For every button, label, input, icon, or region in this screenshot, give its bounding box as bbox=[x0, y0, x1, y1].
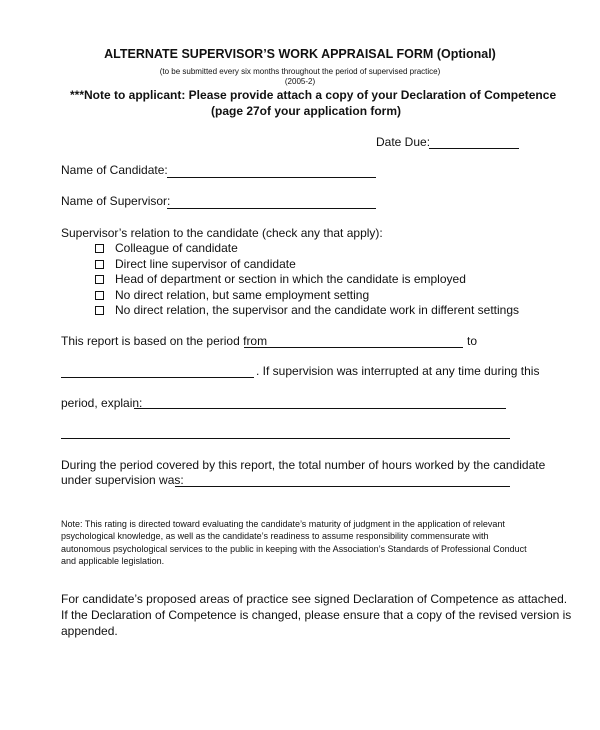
applicant-note: ***Note to applicant: Please provide attach a copy of your Declaration of Competence bbox=[70, 88, 557, 102]
supervisor-name-label: Name of Supervisor: bbox=[61, 194, 171, 208]
relation-option[interactable]: Direct line supervisor of candidate bbox=[95, 257, 519, 273]
relation-checkbox-list bbox=[95, 241, 519, 319]
date-due-field[interactable] bbox=[429, 148, 519, 149]
explain-field-line-1[interactable] bbox=[134, 408, 506, 409]
checkbox[interactable] bbox=[95, 260, 104, 269]
hours-label-line-2: under supervision was: bbox=[61, 473, 184, 487]
relation-option[interactable]: Head of department or section in which the candidate is employed bbox=[95, 272, 519, 288]
period-to-label: to bbox=[467, 334, 478, 348]
date-due-label: Date Due: bbox=[376, 135, 431, 149]
relation-option[interactable]: No direct relation, but same employment setting bbox=[95, 288, 519, 304]
period-from-field[interactable] bbox=[244, 347, 463, 348]
checkbox[interactable] bbox=[95, 275, 104, 284]
candidate-name-field[interactable] bbox=[167, 177, 376, 178]
form-code: (2005-2) bbox=[284, 77, 316, 86]
checkbox[interactable] bbox=[95, 244, 104, 253]
explain-field-line-2[interactable] bbox=[61, 438, 510, 439]
rating-note: Note: This rating is directed toward evaluating the candidate’s maturity of judgment in the application of relevant psychological knowledge, as well as the candidate’s readiness to assume responsibility commensurate with autonomous psychological services to the public in keeping with the Association’s Standards of Professional Conduct and applicable legislation. bbox=[61, 519, 527, 566]
declaration-paragraph: For candidate’s proposed areas of practice see signed Declaration of Competence as attached. If the Declaration of Competence is changed, please ensure that a copy of the revised version is appended. bbox=[61, 592, 572, 638]
hours-field[interactable] bbox=[175, 486, 510, 487]
supervisor-name-field[interactable] bbox=[167, 208, 376, 209]
checkbox[interactable] bbox=[95, 291, 104, 300]
form-title: ALTERNATE SUPERVISOR’S WORK APPRAISAL FORM (Optional) bbox=[104, 47, 496, 61]
relation-option[interactable]: No direct relation, the supervisor and the candidate work in different settings bbox=[95, 303, 519, 319]
relation-option[interactable]: Colleague of candidate bbox=[95, 241, 519, 257]
checkbox[interactable] bbox=[95, 306, 104, 315]
interrupted-label: . If supervision was interrupted at any time during this bbox=[256, 364, 540, 378]
applicant-note-page-ref: (page 27of your application form) bbox=[211, 104, 402, 118]
explain-label: period, explain: bbox=[61, 396, 143, 410]
period-label: This report is based on the period from bbox=[61, 334, 268, 348]
form-subtitle: (to be submitted every six months throughout the period of supervised practice) bbox=[159, 67, 441, 76]
hours-label-line-1: During the period covered by this report, the total number of hours worked by the candidate bbox=[61, 458, 546, 472]
period-to-field[interactable] bbox=[61, 377, 254, 378]
candidate-name-label: Name of Candidate: bbox=[61, 163, 168, 177]
relation-label: Supervisor’s relation to the candidate (check any that apply): bbox=[61, 226, 383, 240]
